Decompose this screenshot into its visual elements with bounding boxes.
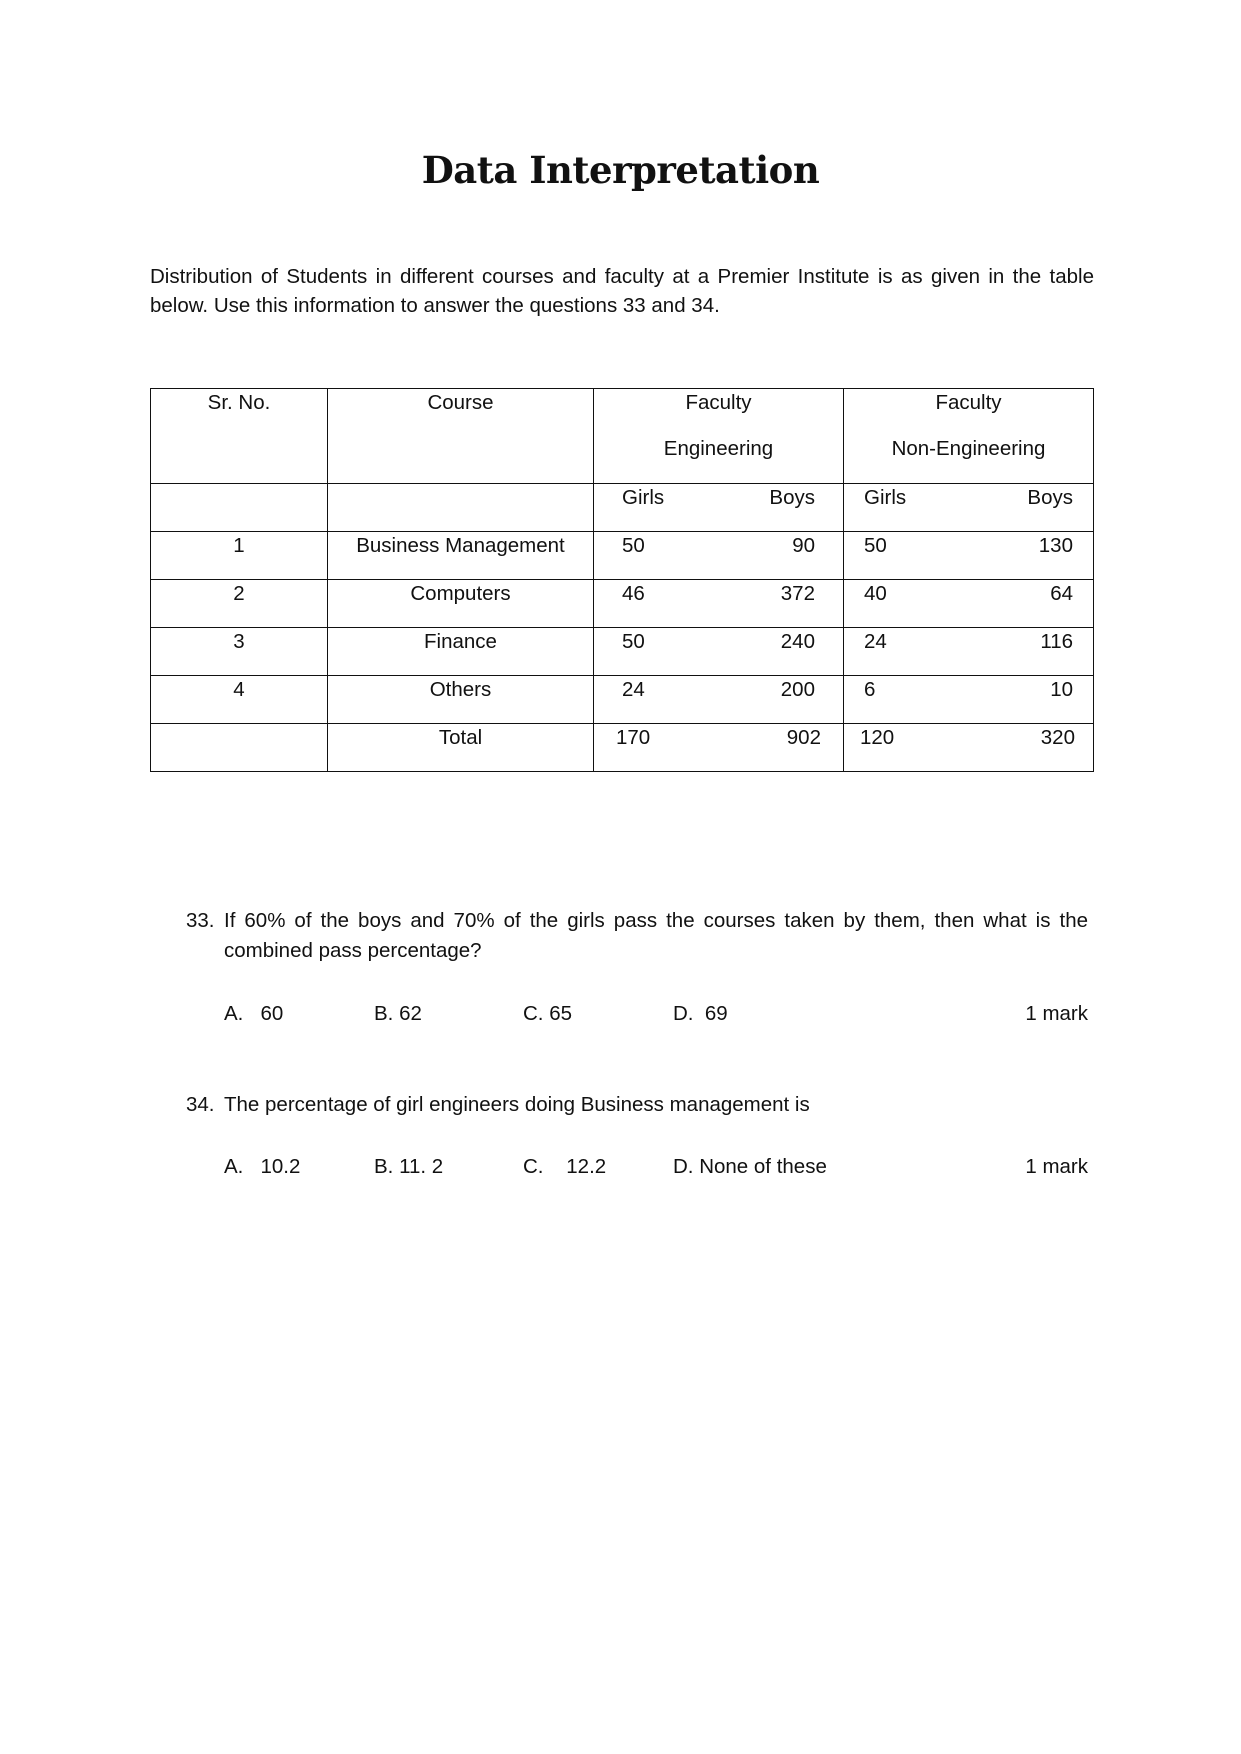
question-number: 34. bbox=[186, 1093, 215, 1116]
question-34-options bbox=[224, 1155, 1088, 1185]
option-a: A. 10.2 bbox=[224, 1155, 301, 1178]
option-d: D. None of these bbox=[673, 1155, 827, 1178]
course-cell: Total bbox=[438, 726, 483, 749]
eng-boys-cell: 90 bbox=[792, 534, 815, 557]
non-boys-cell: 64 bbox=[1050, 582, 1073, 605]
distribution-table bbox=[150, 388, 1094, 772]
non-engineering-label: Non-Engineering bbox=[891, 437, 1046, 460]
course-cell: Computers bbox=[410, 582, 511, 605]
table-header-row bbox=[151, 389, 1094, 484]
empty-cell bbox=[151, 484, 328, 532]
non-engineering-gender-header bbox=[844, 484, 1094, 532]
course-cell: Others bbox=[429, 678, 492, 701]
marks-label: 1 mark bbox=[1025, 1155, 1088, 1178]
faculty-label: Faculty bbox=[685, 391, 752, 414]
header-sr-no: Sr. No. bbox=[151, 389, 328, 484]
sr-cell: 4 bbox=[233, 678, 245, 701]
course-cell: Finance bbox=[424, 630, 497, 653]
question-33 bbox=[186, 906, 1088, 966]
girls-label: Girls bbox=[622, 486, 665, 509]
eng-boys-cell: 240 bbox=[780, 630, 815, 653]
table-row bbox=[151, 580, 1094, 628]
question-33-options bbox=[224, 1002, 1088, 1032]
non-boys-total: 320 bbox=[1040, 726, 1075, 749]
question-text: The percentage of girl engineers doing Business management is bbox=[224, 1093, 810, 1116]
question-text: If 60% of the boys and 70% of the girls pass the courses taken by them, then what is the combined pass percentage? bbox=[224, 909, 1088, 962]
eng-boys-total: 902 bbox=[786, 726, 821, 749]
question-34 bbox=[186, 1090, 1088, 1120]
eng-boys-cell: 372 bbox=[780, 582, 815, 605]
sr-cell: 2 bbox=[233, 582, 245, 605]
option-d: D. 69 bbox=[673, 1002, 728, 1025]
eng-girls-cell: 24 bbox=[622, 678, 645, 701]
header-faculty-non-engineering bbox=[844, 389, 1094, 484]
non-boys-cell: 130 bbox=[1038, 534, 1073, 557]
intro-paragraph: Distribution of Students in different courses and faculty at a Premier Institute is as given in the table below. Use this information to answer the questions 33 and 34. bbox=[150, 265, 1094, 317]
non-girls-cell: 24 bbox=[864, 630, 887, 653]
non-girls-cell: 40 bbox=[864, 582, 887, 605]
eng-girls-cell: 46 bbox=[622, 582, 645, 605]
table-subheader-row bbox=[151, 484, 1094, 532]
sr-cell: 3 bbox=[233, 630, 245, 653]
boys-label: Boys bbox=[769, 486, 815, 509]
faculty-label: Faculty bbox=[935, 391, 1002, 414]
eng-girls-cell: 50 bbox=[622, 534, 645, 557]
option-b: B. 11. 2 bbox=[374, 1155, 444, 1178]
option-a: A. 60 bbox=[224, 1002, 284, 1025]
non-boys-cell: 116 bbox=[1040, 630, 1073, 653]
non-girls-total: 120 bbox=[860, 726, 895, 749]
table-row bbox=[151, 676, 1094, 724]
course-cell: Business Management bbox=[356, 534, 565, 557]
eng-girls-total: 170 bbox=[616, 726, 651, 749]
table-row bbox=[151, 628, 1094, 676]
option-c: C. 12.2 bbox=[523, 1155, 607, 1178]
non-girls-cell: 50 bbox=[864, 534, 887, 557]
option-b: B. 62 bbox=[374, 1002, 422, 1025]
empty-cell bbox=[328, 484, 594, 532]
non-boys-cell: 10 bbox=[1050, 678, 1073, 701]
girls-label: Girls bbox=[864, 486, 907, 509]
boys-label: Boys bbox=[1027, 486, 1073, 509]
table-total-row bbox=[151, 724, 1094, 772]
engineering-label: Engineering bbox=[663, 437, 774, 460]
header-faculty-engineering bbox=[594, 389, 844, 484]
engineering-gender-header bbox=[594, 484, 844, 532]
header-course: Course bbox=[328, 389, 594, 484]
eng-girls-cell: 50 bbox=[622, 630, 645, 653]
table-row bbox=[151, 532, 1094, 580]
non-girls-cell: 6 bbox=[864, 678, 876, 701]
marks-label: 1 mark bbox=[1025, 1002, 1088, 1025]
option-c: C. 65 bbox=[523, 1002, 572, 1025]
question-number: 33. bbox=[186, 909, 215, 932]
page-title: Data Interpretation bbox=[421, 148, 820, 192]
sr-cell: 1 bbox=[233, 534, 245, 557]
eng-boys-cell: 200 bbox=[780, 678, 815, 701]
